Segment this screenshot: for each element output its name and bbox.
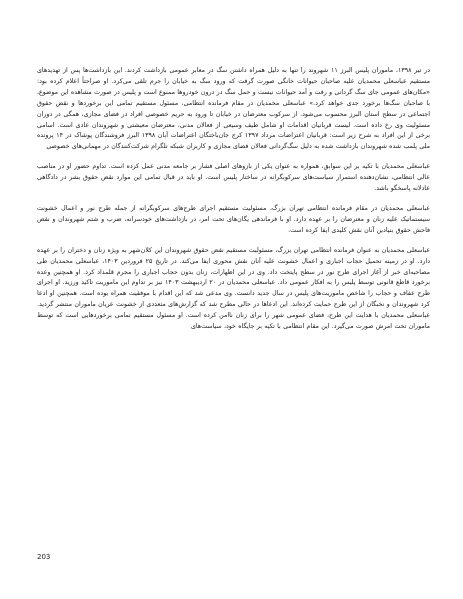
paragraph-2: عباسعلی محمدیان با تکیه بر این سوابق، همواره به عنوان یکی از بازوهای اصلی فشار بر جامعه مدنی عمل کرده است. تداوم حضور او در مناصب عالی انتظامی، نشان‌دهنده استمرار سیاست‌های سرکوبگرانه در ساختار پلیس است. او باید در قبال تمامی این موارد نقض حقوق بشر در دادگاهی عادلانه پاسخگو باشد. [37, 163, 430, 193]
page-number: 203 [37, 553, 51, 561]
paragraph-4: عباسعلی محمدیان به عنوان فرمانده انتظامی تهران بزرگ، مسئولیت مستقیم نقض حقوق شهروندان این کلان‌شهر به ویژه زنان و دختران را بر عهده دارد. او در زمینه تحمیل حجاب اجباری و اعمال خشونت علیه آنان نقش محوری ایفا می‌کند. در تاریخ ۲۵ فروردین ۱۴۰۳، عباسعلی محمدیان طی مصاحبه‌ای خبر از آغاز اجرای طرح نور در سطح پایتخت داد. وی در این اظهارات، زنان بدون حجاب اجباری را مجرم قلمداد کرد. او همچنین وعده برخورد قاطع قانونی توسط پلیس را به افکار عمومی داد. عباسعلی محمدیان در ۲۰ اردیبهشت ۱۴۰۳ نیز بر تداوم این ماموریت تاکید ورزید. او اجرای طرح عفاف و حجاب را شاخص ماموریت‌های پلیس در سال جدید دانست. وی مدعی شد که این اقدام با موفقیت همراه بوده است. همچنین او ادعا کرد شهروندان و نخبگان از این طرح حمایت کرده‌اند. این ادعاها در حالی مطرح شد که گزارش‌های متعددی از خشونت عریان ماموران منتشر گردید. عباسعلی محمدیان با هدایت این طرح، فضای عمومی شهر را برای زنان ناامن کرده است. او مسئول مستقیم تمامی برخوردهایی است که توسط ماموران تحت امرش صورت می‌گیرد. این مقام انتظامی با تکیه بر جایگاه خود، سیاست‌های [37, 246, 430, 331]
paragraph-1: در تیر ۱۳۹۸، ماموران پلیس البرز ۱۱ شهروند را تنها به دلیل همراه داشتن سگ در معابر عمومی بازداشت کردند. این بازداشت‌ها پس از تهدیدهای مستقیم عباسعلی محمدیان علیه صاحبان حیوانات خانگی صورت گرفت که ورود سگ به خیابان را جرم تلقی می‌کرد. او صراحتاً اعلام کرده بود: «مکان‌های عمومی جای سگ گردانی و رفت و آمد حیوانات نیست و حمل سگ در درون خودروها ممنوع است و پلیس در صورت مشاهده این موضوع، با صاحبان سگ‌ها برخورد جدی خواهد کرد.» عباسعلی محمدیان در مقام فرمانده انتظامی، مسئول مستقیم تمامی این برخوردها و نقض حقوق اجتماعی در سطح استان البرز محسوب می‌شود. از سرکوب معترضان در خیابان تا ورود به حریم خصوصی افراد در فضای مجازی، همگی در دوران مسئولیت وی رخ داده است. لیست قربانیان اقدامات او شامل طیف وسیعی از فعالان مدنی، معترضان معیشتی و شهروندان عادی است. اسامی برخی از این افراد به شرح زیر است: قربانیان اعتراضات مرداد ۱۳۹۷ کرج جان‌باختگان اعتراضات آبان ۱۳۹۸ البرز فروشندگان پوشاک در ۱۴ پرونده ملی پلمب شده شهروندان بازداشت شده به دلیل سگ‌گردانی فعالان فضای مجازی و کاربران شبکه تلگرام شرکت‌کنندگان در مهمانی‌های خصوصی [37, 67, 430, 151]
paragraph-3: عباسعلی محمدیان در مقام فرمانده انتظامی تهران بزرگ، مسئولیت مستقیم اجرای طرح‌های سرکوبگرانه از جمله طرح نور و اعمال خشونت سیستماتیک علیه زنان و معترضان را بر عهده دارد. او با فرماندهی یگان‌های تحت امر، در بازداشت‌های خودسرانه، ضرب و شتم شهروندان و نقض فاحش حقوق بنیادین آنان نقش کلیدی ایفا کرده است. [37, 204, 430, 234]
document-body [37, 66, 430, 342]
